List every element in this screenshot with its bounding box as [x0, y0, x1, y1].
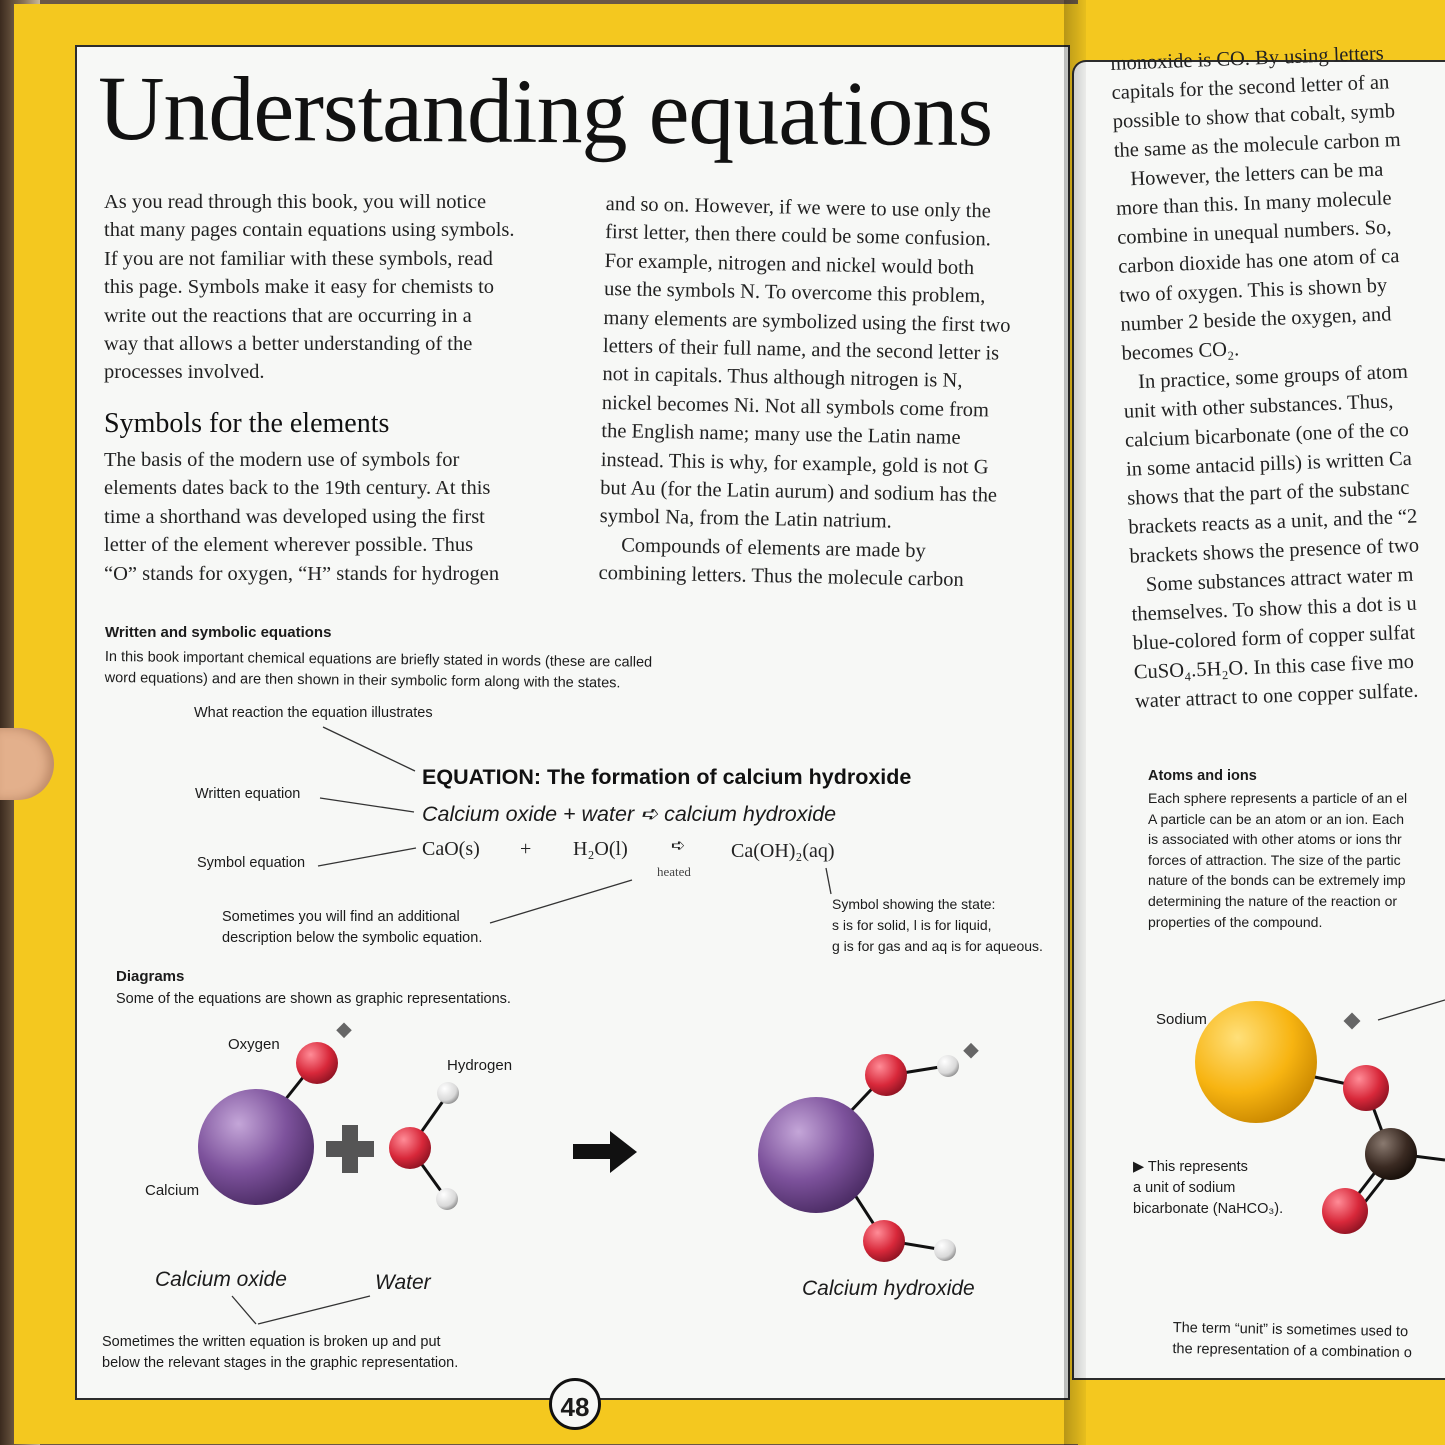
ai-line: is associated with other atoms or ions thr [1148, 831, 1402, 848]
col2-line: many elements are symbolized using the first two [603, 306, 1011, 337]
diagram-footnote [102, 1332, 522, 1374]
intro-line: If you are not familiar with these symbols, read [104, 247, 493, 270]
equation-arrow-icon: ➪ [671, 836, 686, 856]
foot-line: below the relevant stages in the graphic representation. [102, 1355, 459, 1371]
col2-line: first letter, then there could be some confusion. [604, 221, 992, 251]
diagrams-heading: Diagrams [116, 968, 185, 985]
page-number: 48 [549, 1378, 601, 1430]
reaction-arrow-icon [573, 1131, 637, 1173]
right-line: brackets shows the presence of two [1129, 534, 1420, 568]
note-line: a unit of sodium [1133, 1180, 1236, 1196]
diagrams-body: Some of the equations are shown as graphic representations. [116, 991, 511, 1007]
right-line: two of oxygen. This is shown by [1119, 274, 1388, 307]
right-line: combine in unequal numbers. So, [1116, 216, 1392, 249]
right-line: more than this. In many molecule [1115, 187, 1392, 220]
label-oxygen: Oxygen [228, 1036, 280, 1053]
col2-line: use the symbols N. To overcome this problem, [603, 278, 986, 308]
right-line: calcium bicarbonate (one of the co [1124, 418, 1410, 452]
symbols-line: The basis of the modern use of symbols for [104, 449, 460, 471]
hydrogen-atom [436, 1188, 458, 1210]
note-line: Symbol showing the state: [832, 896, 996, 912]
foot-line: The term “unit” is sometimes used to [1172, 1319, 1409, 1341]
atoms-ions-heading: Atoms and ions [1148, 768, 1257, 784]
right-line: monoxide is CO. By using letters [1110, 42, 1385, 75]
right-line: water attract to one copper sulfate. [1134, 679, 1419, 713]
right-page-text [1110, 37, 1445, 717]
ai-line: forces of attraction. The size of the partic [1148, 851, 1401, 868]
right-line: possible to show that cobalt, symb [1112, 100, 1396, 133]
col2-line: instead. This is why, for example, gold is not G [600, 448, 989, 479]
right-line: carbon dioxide has one atom of ca [1117, 245, 1400, 278]
right-line: capitals for the second letter of an [1111, 71, 1390, 104]
oxygen-atom [389, 1127, 431, 1169]
ws-line: In this book important chemical equations are briefly stated in words (these are called [104, 648, 653, 671]
ai-line: Each sphere represents a particle of an el [1148, 790, 1408, 806]
written-symbolic-heading: Written and symbolic equations [105, 624, 332, 641]
carbon-atom [1365, 1128, 1417, 1180]
caption-water: Water [375, 1271, 431, 1294]
equation-title: EQUATION: The formation of calcium hydroxide [422, 765, 912, 789]
right-line: themselves. To show this a dot is u [1131, 592, 1418, 626]
symbols-heading: Symbols for the elements [104, 408, 390, 439]
calcium-atom [758, 1097, 874, 1213]
equation-product: Ca(OH)₂(aq) [731, 840, 835, 862]
symbols-line: time a shorthand was developed using the first [104, 505, 485, 528]
right-line: However, the letters can be ma [1114, 158, 1384, 191]
col2-line: nickel becomes Ni. Not all symbols come from [601, 391, 990, 422]
right-line: number 2 beside the oxygen, and [1120, 303, 1392, 336]
oxygen-atom [863, 1220, 905, 1262]
col2-line: symbol Na, from the Latin natrium. [599, 505, 892, 534]
intro-line: write out the reactions that are occurring in a [104, 304, 472, 327]
oxygen-atom [865, 1054, 907, 1096]
represents-note [1133, 1157, 1283, 1220]
oxygen-atom [1343, 1065, 1389, 1111]
col2-line: the English name; many use the Latin name [601, 420, 961, 450]
note-line: description below the symbolic equation. [222, 930, 483, 946]
col2-line: Compounds of elements are made by [620, 534, 926, 563]
equation-written: Calcium oxide + water ➪ calcium hydroxide [422, 802, 837, 826]
ai-line: properties of the compound. [1148, 913, 1323, 930]
ai-line: determining the nature of the reaction or [1148, 892, 1398, 909]
label-calcium: Calcium [145, 1182, 200, 1199]
right-page-footer [1172, 1318, 1412, 1364]
label-hydrogen: Hydrogen [447, 1057, 513, 1074]
right-line: becomes CO₂. [1121, 338, 1240, 365]
diamond-marker-icon [336, 1023, 352, 1039]
col2-line: letters of their full name, and the second letter is [602, 335, 1000, 365]
note-line: Sometimes you will find an additional [222, 909, 460, 925]
diamond-marker-icon [963, 1043, 979, 1059]
right-line: CuSO₄.5H₂O. In this case five mo [1133, 650, 1415, 684]
page-title: Understanding equations [97, 56, 993, 166]
right-line: In practice, some groups of atom [1122, 360, 1409, 394]
intro-line: As you read through this book, you will notice [104, 191, 487, 213]
note-line: g is for gas and aq is for aqueous. [832, 938, 1043, 954]
caption-calcium-hydroxide: Calcium hydroxide [802, 1277, 975, 1300]
symbols-line: elements dates back to the 19th century. At this [104, 477, 491, 500]
atoms-ions-body [1148, 788, 1445, 932]
caption-calcium-oxide: Calcium oxide [155, 1268, 287, 1291]
right-line: unit with other substances. Thus, [1123, 390, 1394, 423]
right-line: in some antacid pills) is written Ca [1125, 447, 1413, 481]
note-line: ▶ This represents [1133, 1159, 1248, 1175]
label-sodium: Sodium [1156, 1011, 1207, 1028]
oxygen-atom [1322, 1188, 1368, 1234]
right-line: blue-colored form of copper sulfat [1132, 621, 1416, 655]
hydrogen-atom [937, 1055, 959, 1077]
ws-line: word equations) and are then shown in their symbolic form along with the states. [104, 669, 621, 692]
symbols-line: letter of the element wherever possible. Thus [104, 534, 474, 557]
ai-line: nature of the bonds can be extremely imp [1148, 872, 1406, 889]
col2-line: and so on. However, if we were to use only the [605, 192, 992, 223]
hydrogen-atom [934, 1239, 956, 1261]
intro-line: way that allows a better understanding of the [104, 333, 473, 356]
callout-what-reaction: What reaction the equation illustrates [194, 705, 433, 721]
col2-line: combining letters. Thus the molecule carbon [598, 562, 964, 592]
intro-line: processes involved. [104, 361, 265, 384]
right-line: shows that the part of the substanc [1126, 476, 1410, 510]
note-line: s is for solid, l is for liquid, [832, 917, 992, 933]
calcium-atom [198, 1089, 314, 1205]
right-line: Some substances attract water m [1130, 563, 1414, 597]
intro-line: that many pages contain equations using symbols. [104, 219, 515, 242]
equation-condition: heated [657, 864, 691, 879]
foot-line: the representation of a combination o [1172, 1340, 1412, 1362]
right-line: brackets reacts as a unit, and the “2 [1127, 505, 1418, 539]
plus-icon [326, 1125, 374, 1173]
col2-line: but Au (for the Latin aurum) and sodium has the [600, 477, 998, 507]
col2-line: not in capitals. Thus although nitrogen is N, [602, 363, 963, 393]
equation-reactant-1: CaO(s) [422, 838, 480, 860]
callout-symbol-equation: Symbol equation [197, 855, 306, 871]
intro-line: this page. Symbols make it easy for chemists to [104, 276, 495, 299]
equation-plus: + [520, 838, 532, 860]
hydrogen-atom [437, 1082, 459, 1104]
diamond-marker-icon [1344, 1013, 1361, 1030]
note-line: bicarbonate (NaHCO₃). [1133, 1201, 1284, 1217]
symbols-line: “O” stands for oxygen, “H” stands for hydrogen [104, 562, 500, 585]
oxygen-atom [296, 1042, 338, 1084]
foot-line: Sometimes the written equation is broken up and put [102, 1334, 441, 1350]
sodium-atom [1195, 1001, 1317, 1123]
ai-line: A particle can be an atom or an ion. Each [1148, 810, 1405, 827]
col2-line: For example, nitrogen and nickel would both [604, 249, 975, 279]
right-line: the same as the molecule carbon m [1113, 128, 1401, 162]
equation-reactant-2: H₂O(l) [573, 838, 628, 860]
callout-written-equation: Written equation [195, 786, 301, 802]
